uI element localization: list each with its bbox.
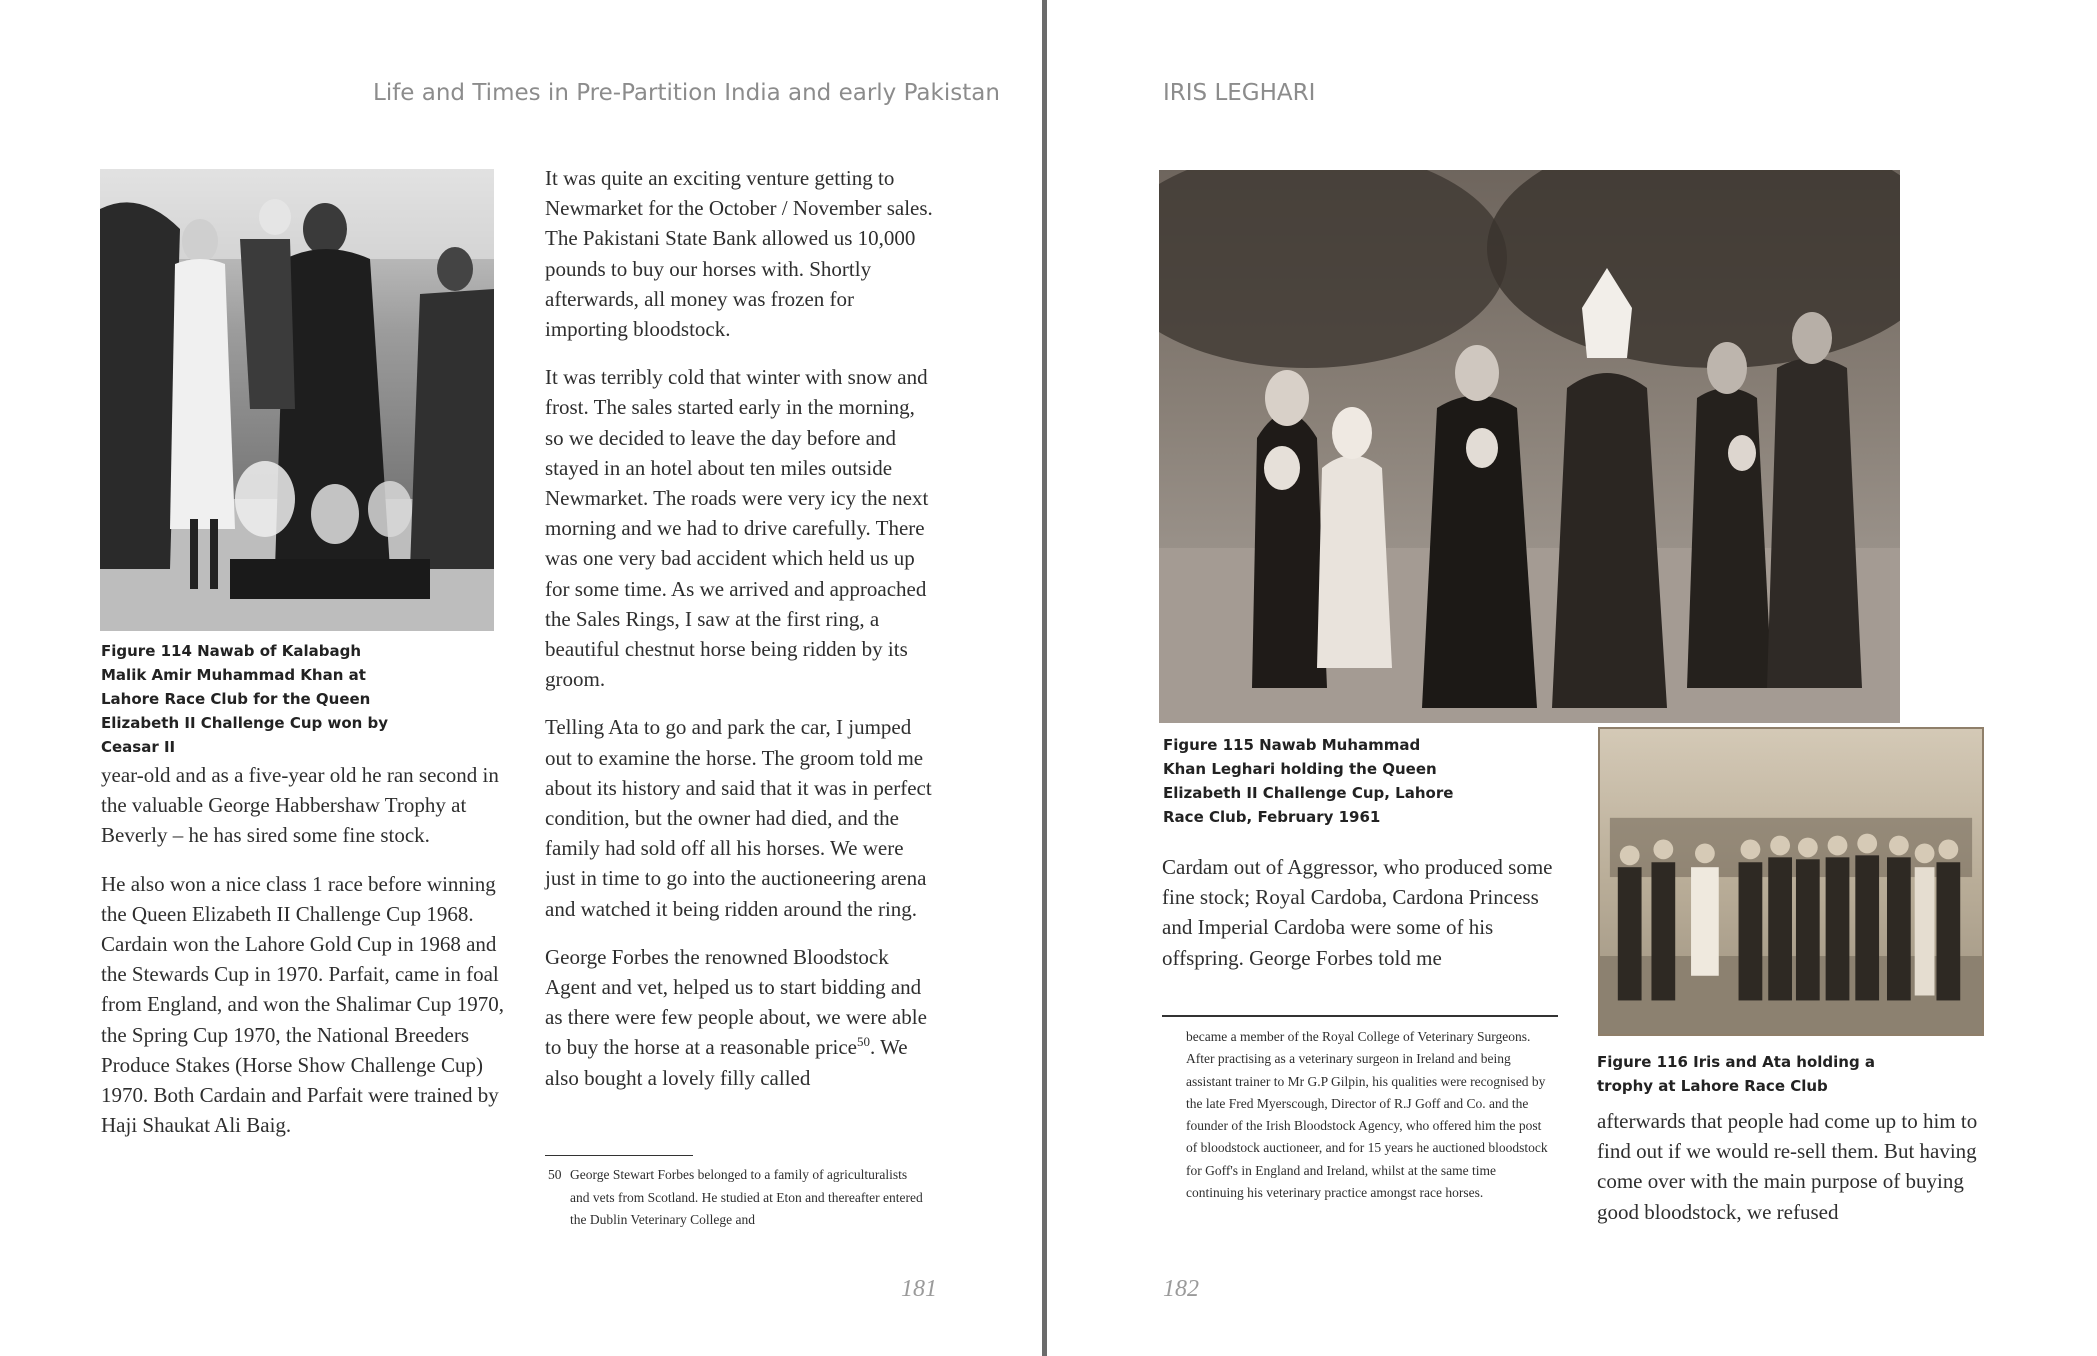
running-head-left: Life and Times in Pre-Partition India and early Pakistan: [373, 80, 1000, 106]
paragraph: It was quite an exciting venture getting to Newmarket for the October / November sales. The Pakistani State Bank allowed us 10,000 pounds to buy our horses with. Shortly afterwards, all money was frozen for importing bloodstock.: [545, 166, 933, 342]
footnote-reference[interactable]: 50: [856, 1034, 870, 1050]
paragraph-text: George Forbes the renowned Bloodstock Agent and vet, helped us to start bidding and as there were few people about, we were able to buy the horse at a reasonable price: [545, 944, 927, 1060]
paragraph: It was terribly cold that winter with snow and frost. The sales started early in the morning, so we decided to leave the day before and stayed in an hotel about ten miles outside Newmarket. The roads were very icy the next morning and we had to drive carefully. There was one very bad accident which held us up for some time. As we arrived and approached the Sales Rings, I saw at the first ring, a beautiful chestnut horse being ridden by its groom.: [545, 365, 929, 692]
footnote-rule: [1162, 1015, 1558, 1017]
figure-116-caption: Figure 116 Iris and Ata holding a trophy at Lahore Race Club: [1597, 1053, 1876, 1095]
paragraph: year-old and as a five-year old he ran second in the valuable George Habbershaw Trophy at Beverly – he has sired some fine stock.: [101, 763, 499, 848]
figure-114-caption: Figure 114 Nawab of Kalabagh Malik Amir Muhammad Khan at Lahore Race Club for the Queen Elizabeth II Challenge Cup won by Ceasar II: [101, 642, 389, 756]
left-column-2: [545, 163, 933, 1111]
right-page: [1050, 0, 2097, 1356]
page-number-left: 181: [901, 1276, 937, 1302]
figure-116-photo: [1598, 727, 1984, 1036]
footnote-text: George Stewart Forbes belonged to a family of agriculturalists and vets from Scotland. He studied at Eton and thereafter entered the Dublin Veterinary College and: [570, 1167, 923, 1227]
figure-114-photo: [100, 169, 494, 631]
running-head-right: IRIS LEGHARI: [1163, 80, 1316, 106]
footnote-number: 50: [548, 1167, 562, 1182]
paragraph: afterwards that people had come up to him to find out if we would re-sell them. But having come over with the main purpose of buying good bloodstock, we refused: [1597, 1109, 1978, 1224]
paragraph: [545, 942, 933, 1093]
book-spine: [1042, 0, 1047, 1356]
left-page: [0, 0, 1044, 1356]
paragraph: He also won a nice class 1 race before winning the Queen Elizabeth II Challenge Cup 1968. Cardain won the Lahore Gold Cup in 1968 and the Stewards Cup in 1970. Parfait, came in foal from England, and won the Shalimar Cup 1970, the Spring Cup 1970, the National Breeders Produce Stakes (Horse Show Challenge Cup) 1970. Both Cardain and Parfait were trained by Haji Shaukat Ali Baig.: [101, 871, 505, 1138]
footnote: [548, 1164, 928, 1232]
right-column-2: [1597, 1106, 2007, 1245]
figure-115-caption: Figure 115 Nawab Muhammad Khan Leghari holding the Queen Elizabeth II Challenge Cup, Lahore Race Club, February 1961: [1163, 736, 1454, 826]
paragraph-text: . We also bought a lovely filly called: [545, 1035, 908, 1090]
page-number-right: 182: [1163, 1276, 1199, 1302]
paragraph: Cardam out of Aggressor, who produced some fine stock; Royal Cardoba, Cardona Princess and Imperial Cardoba were some of his offspring. George Forbes told me: [1162, 855, 1553, 970]
right-column-1: [1162, 852, 1562, 991]
footnote-continued: became a member of the Royal College of Veterinary Surgeons. After practising as a veterinary surgeon in Ireland and being assistant trainer to Mr G.P Gilpin, his qualities were recognised by the late Fred Myerscough, Director of R.J Goff and Co. and the founder of the Irish Bloodstock Agency, who offered him the post of bloodstock auctioneer, and for 15 years he auctioned bloodstock for Goff's in England and Ireland, whilst at the same time continuing his veterinary practice amongst race horses.: [1186, 1029, 1548, 1201]
figure-115-photo: [1157, 168, 1902, 725]
footnote-rule: [545, 1155, 693, 1156]
paragraph: Telling Ata to go and park the car, I jumped out to examine the horse. The groom told me about its history and said that it was in perfect condition, but the owner had died, and the family had sold off all his horses. We were just in time to go into the auctioneering arena and watched it being ridden around the ring.: [545, 715, 932, 921]
left-column-1: [101, 760, 505, 1158]
